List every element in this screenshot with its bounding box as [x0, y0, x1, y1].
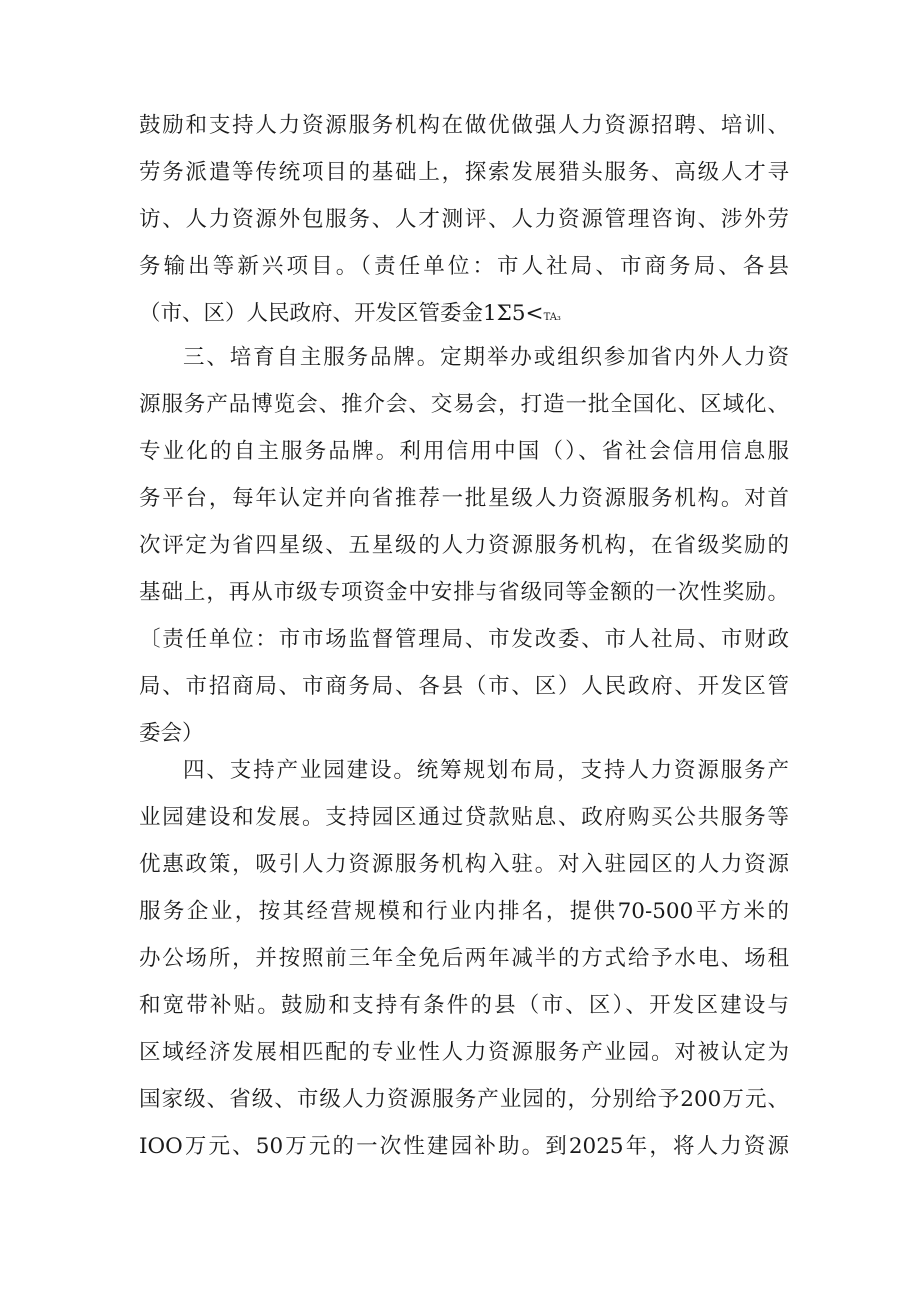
- text-line: 委会）: [139, 721, 204, 746]
- text-line: 源服务产品博览会、推介会、交易会，打造一批全国化、区域化、: [139, 392, 789, 417]
- text-line: 优惠政策，吸引人力资源服务机构入驻。对入驻园区的人力资源: [139, 852, 789, 877]
- text-line: 访、人力资源外包服务、人才测评、人力资源管理咨询、涉外劳: [139, 207, 789, 232]
- text-line: 专业化的自主服务品牌。利用信用中国（）、省社会信用信息服: [139, 439, 789, 464]
- text-line: 鼓励和支持人力资源服务机构在做优做强人力资源招聘、培训、: [139, 113, 789, 138]
- text-line: 办公场所，并按照前三年全免后两年减半的方式给予水电、场租: [139, 946, 789, 971]
- text-line: 服务企业，按其经营规模和行业内排名，提供70-500平方米的: [139, 899, 789, 924]
- text-line: 〔责任单位：市市场监督管理局、市发改委、市人社局、市财政: [139, 627, 789, 652]
- text-line: 务输出等新兴项目。（责任单位：市人社局、市商务局、各县: [139, 254, 789, 279]
- paragraph-industrial-park: [139, 747, 789, 1170]
- text-line: 三、培育自主服务品牌。定期举办或组织参加省内外人力资: [183, 345, 789, 370]
- text-line-main: （市、区）人民政府、开发区管委金1Σ5<: [139, 301, 544, 326]
- text-line: 四、支持产业园建设。统筹规划布局，支持人力资源服务产: [183, 758, 789, 783]
- text-line: 劳务派遣等传统项目的基础上，探索发展猎头服务、高级人才寻: [139, 160, 789, 185]
- text-line: 局、市招商局、市商务局、各县（市、区）人民政府、开发区管: [139, 674, 789, 699]
- text-line: 区域经济发展相匹配的专业性人力资源服务产业园。对被认定为: [139, 1040, 789, 1065]
- text-line: 和宽带补贴。鼓励和支持有条件的县（市、区）、开发区建设与: [139, 993, 789, 1018]
- text-line: 务平台，每年认定并向省推荐一批星级人力资源服务机构。对首: [139, 486, 789, 511]
- text-line: 国家级、省级、市级人力资源服务产业园的，分别给予200万元、: [139, 1087, 789, 1112]
- text-line: [139, 290, 789, 337]
- text-line: IOO万元、50万元的一次性建园补助。到2025年，将人力资源: [139, 1134, 789, 1159]
- paragraph-talent-services: [139, 102, 789, 337]
- text-line: 业园建设和发展。支持园区通过贷款贴息、政府购买公共服务等: [139, 805, 789, 830]
- garbled-ocr-tail: TA₃: [543, 312, 561, 323]
- text-line: 基础上，再从市级专项资金中安排与省级同等金额的一次性奖励。: [139, 580, 789, 605]
- paragraph-service-brand: [139, 334, 789, 757]
- text-line: 次评定为省四星级、五星级的人力资源服务机构，在省级奖励的: [139, 533, 789, 558]
